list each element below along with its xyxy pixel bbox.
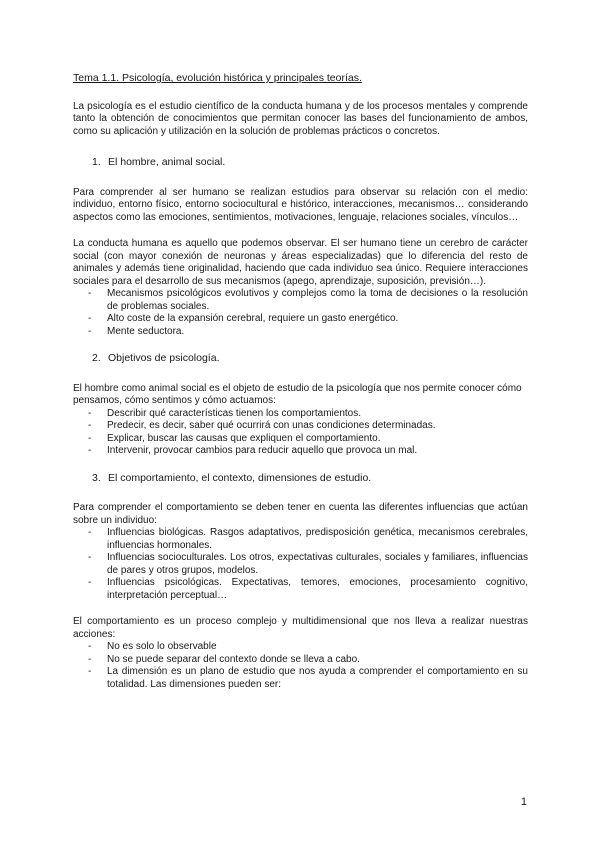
section-title: El hombre, animal social. [108,156,226,168]
list-item: - Alto coste de la expansión cerebral, requiere un gasto energético. [88,313,399,324]
section-title: Objetivos de psicología. [108,352,220,364]
page-number: 1 [520,796,527,808]
document-title: Tema 1.1. Psicología, evolución histórica y principales teorías. [73,72,362,84]
list-item: - Explicar, buscar las causas que expliquen el comportamiento. [88,432,381,444]
bullet-list [73,288,528,338]
section-heading-1 [92,156,528,169]
intro-paragraph: La psicología es el estudio científico de la conducta humana y de los procesos mentales y comprende tanto la obtención de conocimientos que permitan conocer las bases del funcionamiento de ambos, como su aplicación y utilización en la solución de problemas prácticos o concretos. [73,100,528,137]
section-heading-3 [92,472,528,485]
list-item: - Intervenir, provocar cambios para reducir aquello que provoca un mal. [88,445,418,456]
list-item: - No es solo lo observable [88,641,217,652]
paragraph: El comportamiento es un proceso complejo y multidimensional que nos lleva a realizar nuestras acciones: [73,616,528,640]
section-number: 3. [92,471,101,484]
list-item: - Describir qué características tienen los comportamientos. [88,407,361,419]
paragraph: El hombre como animal social es el objeto de estudio de la psicología que nos permite conocer cómo pensamos, cómo sentimos y cómo actuamos: [73,382,522,406]
list-item: - No se puede separar del contexto donde se lleva a cabo. [88,653,360,665]
list-item: - Predecir, es decir, saber qué ocurrirá con unas condiciones determinadas. [88,420,436,431]
list-item: - Mecanismos psicológicos evolutivos y complejos como la toma de decisiones o la resolución de problemas sociales. [88,288,528,312]
list-item: - Influencias biológicas. Rasgos adaptativos, predisposición genética, mecanismos cerebrales, influencias hormonales. [88,527,528,551]
list-item: - La dimensión es un plano de estudio que nos ayuda a comprender el comportamiento en su totalidad. Las dimensiones pueden ser: [88,666,528,690]
bullet-list [73,641,528,691]
list-item: - Influencias psicológicas. Expectativas, temores, emociones, procesamiento cognitivo, interpretación perceptual… [88,577,528,601]
bullet-list [73,408,528,458]
section-title: El comportamiento, el contexto, dimensiones de estudio. [108,471,372,484]
list-item: - Mente seductora. [88,325,185,337]
paragraph: Para comprender el comportamiento se deben tener en cuenta las diferentes influencias que actúan sobre un individuo: [73,502,528,526]
section-number: 2. [92,352,101,364]
list-item: - Influencias socioculturales. Los otros, expectativas culturales, sociales y familiares, influencias de pares y otros grupos, modelos. [88,552,528,576]
paragraph: Para comprender al ser humano se realizan estudios para observar su relación con el medio: individuo, entorno físico, entorno sociocultural e histórico, interacciones, mecanismos… considerando aspectos como las emociones, sentimientos, motivaciones, lenguaje, relaciones sociales, vínculos… [73,186,528,223]
document-page [73,72,528,691]
section-number: 1. [92,156,101,168]
section-heading-2 [92,352,528,365]
paragraph: La conducta humana es aquello que podemos observar. El ser humano tiene un cerebro de carácter social (con mayor conexión de neuronas y áreas especializadas) que lo diferencia del resto de animales y además tiene originalidad, haciendo que cada individuo sea único. Requiere interacciones sociales para el desarrollo de sus mecanismos (apego, aprendizaje, suposición, previsión…). [73,238,528,287]
bullet-list [73,527,528,602]
